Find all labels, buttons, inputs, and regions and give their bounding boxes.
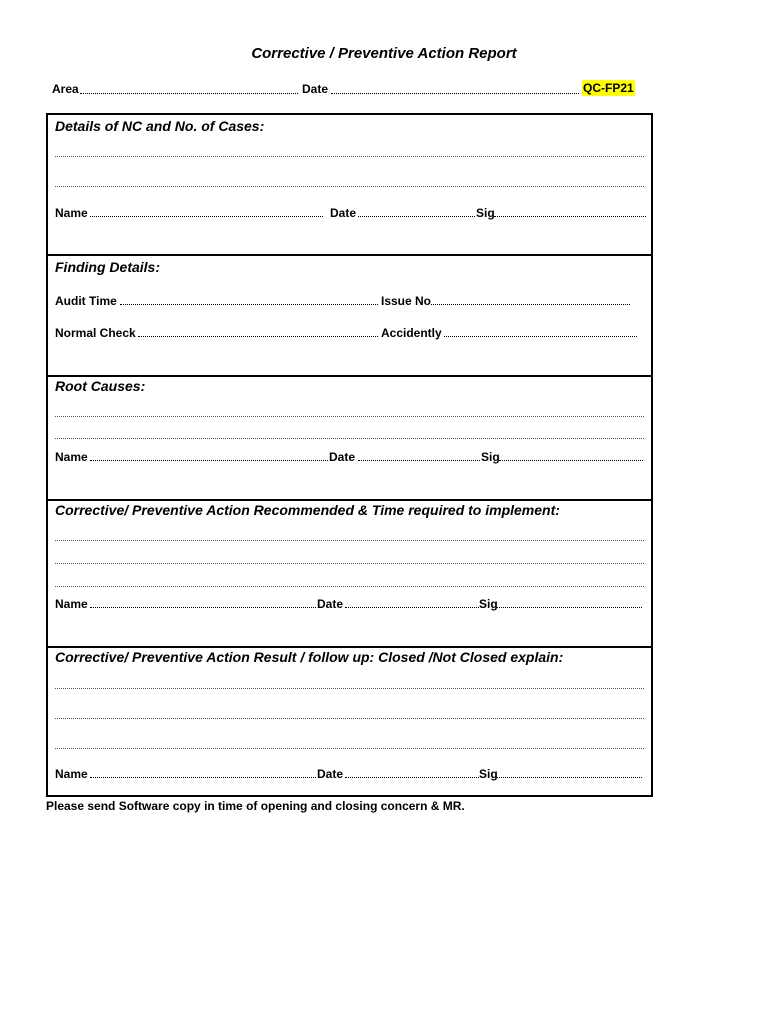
name-field[interactable] <box>90 777 316 778</box>
sig-field[interactable] <box>494 216 646 217</box>
write-line[interactable] <box>55 186 644 187</box>
section-heading: Root Causes: <box>55 378 146 394</box>
write-line[interactable] <box>55 688 644 689</box>
sig-label: Sig <box>476 206 495 220</box>
write-line[interactable] <box>55 563 644 564</box>
name-label: Name <box>55 597 88 611</box>
accidently-field[interactable] <box>444 336 637 337</box>
report-form <box>46 113 653 797</box>
name-label: Name <box>55 767 88 781</box>
sig-label: Sig <box>479 767 498 781</box>
issue-no-field[interactable] <box>431 304 630 305</box>
name-field[interactable] <box>90 460 328 461</box>
date-label: Date <box>317 767 344 781</box>
name-label: Name <box>55 206 88 220</box>
section-root-causes <box>48 375 651 499</box>
section-nc-details <box>48 115 651 254</box>
footer-note: Please send Software copy in time of opening and closing concern & MR. <box>46 799 465 813</box>
sig-field[interactable] <box>499 460 643 461</box>
page-title: Corrective / Preventive Action Report <box>251 45 517 62</box>
write-line[interactable] <box>55 718 644 719</box>
header-date-label: Date <box>302 82 329 96</box>
form-code-badge: QC-FP21 <box>583 81 634 95</box>
date-field[interactable] <box>358 460 480 461</box>
sig-field[interactable] <box>497 777 642 778</box>
date-field[interactable] <box>358 216 475 217</box>
name-field[interactable] <box>90 216 323 217</box>
write-line[interactable] <box>55 416 644 417</box>
write-line[interactable] <box>55 156 644 157</box>
sig-label: Sig <box>481 450 500 464</box>
name-label: Name <box>55 450 88 464</box>
sig-field[interactable] <box>497 607 642 608</box>
write-line[interactable] <box>55 438 644 439</box>
section-action-recommended <box>48 499 651 646</box>
section-heading: Corrective/ Preventive Action Result / follow up: Closed /Not Closed explain: <box>55 649 564 665</box>
date-label: Date <box>329 450 356 464</box>
section-action-result <box>48 646 651 797</box>
normal-check-label: Normal Check <box>55 326 136 340</box>
audit-time-label: Audit Time <box>55 294 117 308</box>
name-field[interactable] <box>90 607 316 608</box>
section-heading: Corrective/ Preventive Action Recommended & Time required to implement: <box>55 502 560 518</box>
date-field[interactable] <box>345 777 479 778</box>
audit-time-field[interactable] <box>120 304 378 305</box>
area-label: Area <box>52 82 79 96</box>
accidently-label: Accidently <box>381 326 442 340</box>
normal-check-field[interactable] <box>138 336 378 337</box>
write-line[interactable] <box>55 748 644 749</box>
header-date-field[interactable] <box>331 93 579 94</box>
area-field[interactable] <box>80 93 298 94</box>
date-label: Date <box>317 597 344 611</box>
section-heading: Finding Details: <box>55 259 160 275</box>
date-label: Date <box>330 206 357 220</box>
write-line[interactable] <box>55 540 644 541</box>
write-line[interactable] <box>55 586 644 587</box>
issue-no-label: Issue No <box>381 294 432 308</box>
section-heading: Details of NC and No. of Cases: <box>55 118 265 134</box>
date-field[interactable] <box>345 607 479 608</box>
section-finding-details <box>48 254 651 375</box>
sig-label: Sig <box>479 597 498 611</box>
